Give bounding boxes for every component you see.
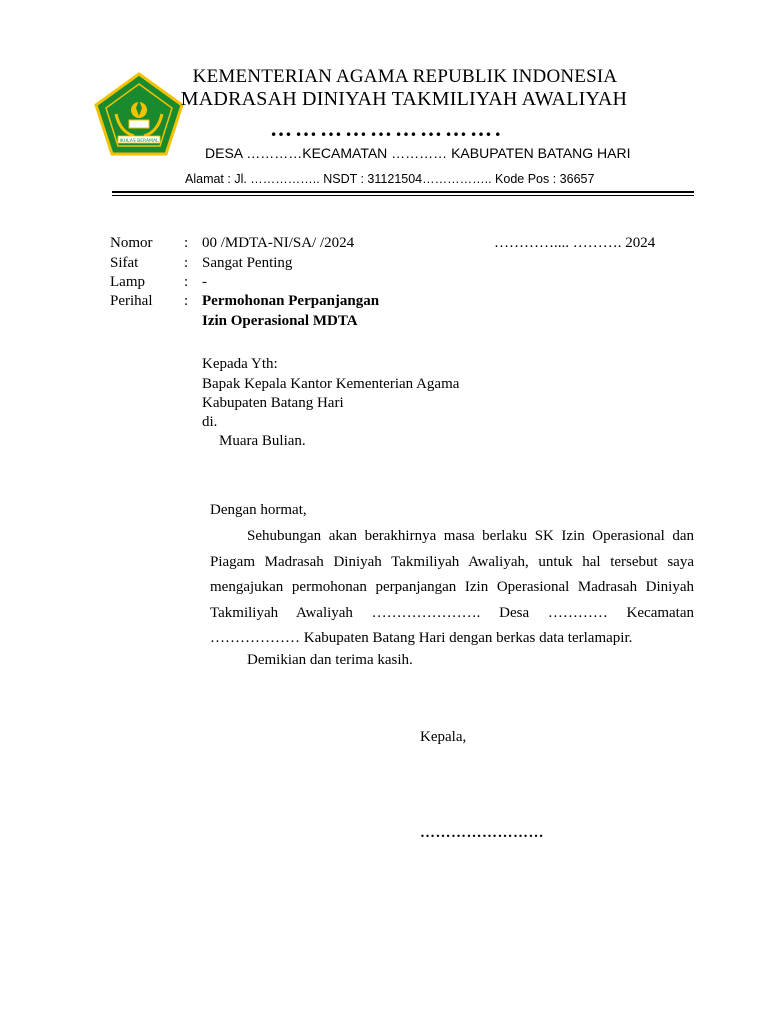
closing-line: Demikian dan terima kasih. <box>247 652 413 668</box>
perihal-colon: : <box>184 293 189 309</box>
address-line: Alamat : Jl. …………….. NSDT : 31121504…………….. Kode Pos : 36657 <box>185 172 595 186</box>
perihal-label: Perihal <box>110 293 153 309</box>
nomor-value: 00 /MDTA-NI/SA/ /2024 <box>202 235 355 251</box>
letterhead-rule-thick <box>112 191 694 193</box>
signature-title: Kepala, <box>420 729 467 745</box>
region-line: DESA …………KECAMATAN ………… KABUPATEN BATANG HARI <box>205 145 631 161</box>
letterhead-rule-thin <box>112 195 694 196</box>
body-line-3: mengajukan permohonan perpanjangan Izin Operasional Madrasah Diniyah <box>210 579 694 595</box>
svg-text:IKHLAS BERAMAL: IKHLAS BERAMAL <box>119 139 159 144</box>
madrasah-name: MADRASAH DINIYAH TAKMILIYAH AWALIYAH <box>180 88 628 110</box>
ministry-logo-icon <box>94 72 184 156</box>
recipient-line1: Bapak Kepala Kantor Kementerian Agama <box>202 376 460 392</box>
salutation: Dengan hormat, <box>210 502 307 518</box>
body-line-1: Sehubungan akan berakhirnya masa berlaku SK Izin Operasional dan <box>247 528 694 544</box>
sifat-label: Sifat <box>110 255 139 271</box>
body-paragraph <box>210 524 694 652</box>
signature-name: …………………… <box>420 825 544 841</box>
recipient-city: Muara Bulian. <box>219 433 306 449</box>
lamp-value: - <box>202 274 207 290</box>
nomor-label: Nomor <box>110 235 153 251</box>
recipient-greeting: Kepada Yth: <box>202 356 278 372</box>
madrasah-name-placeholder: ………………………. <box>270 116 504 141</box>
lamp-label: Lamp <box>110 274 145 290</box>
lamp-colon: : <box>184 274 189 290</box>
body-line-2: Piagam Madrasah Diniyah Takmiliyah Awaliyah, untuk hal tersebut saya <box>210 553 694 570</box>
body-line-5: ……………… Kabupaten Batang Hari dengan berkas data terlamapir. <box>210 630 633 646</box>
sifat-colon: : <box>184 255 189 271</box>
letter-date: ………….... ………. 2024 <box>494 235 656 251</box>
perihal-value-line1: Permohonan Perpanjangan <box>202 293 380 309</box>
sifat-value: Sangat Penting <box>202 255 293 271</box>
recipient-line3: di. <box>202 414 218 430</box>
perihal-value-line2: Izin Operasional MDTA <box>202 313 358 329</box>
body-line-4: Takmiliyah Awaliyah …………………. Desa ………… Kecamatan <box>210 604 694 621</box>
recipient-line2: Kabupaten Batang Hari <box>202 395 344 411</box>
nomor-colon: : <box>184 235 189 251</box>
ministry-name: KEMENTERIAN AGAMA REPUBLIK INDONESIA <box>192 66 618 87</box>
